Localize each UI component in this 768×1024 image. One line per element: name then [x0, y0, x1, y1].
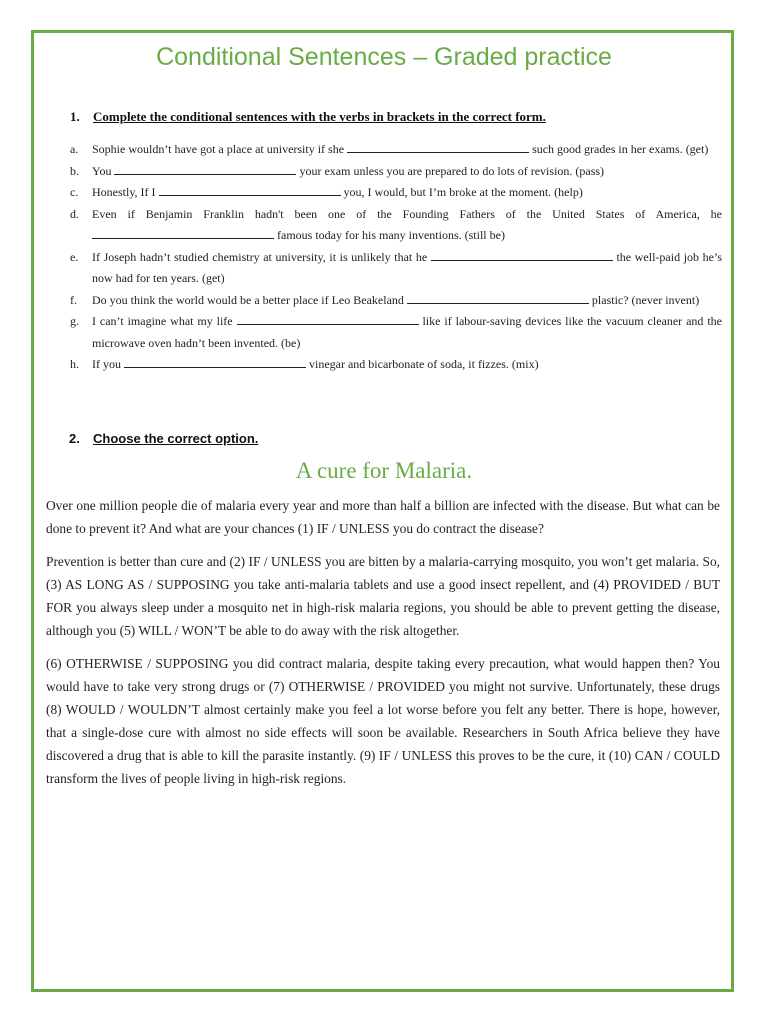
item-text-after: you, I would, but I’m broke at the moment. (help)	[340, 185, 583, 199]
item-text-after: plastic? (never invent)	[588, 292, 700, 307]
item-letter: a.	[70, 142, 79, 156]
list-item	[70, 139, 722, 161]
item-letter: e.	[70, 249, 79, 264]
item-text-before: I can’t imagine what my life	[92, 314, 237, 328]
answer-blank[interactable]	[159, 183, 341, 196]
item-letter: b.	[70, 163, 79, 178]
list-item	[70, 204, 722, 247]
item-text-after: your exam unless you are prepared to do lots of revision. (pass)	[296, 163, 605, 178]
answer-blank[interactable]	[114, 162, 296, 175]
page-title: Conditional Sentences – Graded practice	[156, 43, 612, 71]
item-text-before: Do you think the world would be a better place if Leo Beakeland	[92, 292, 407, 307]
item-text-before: If you	[92, 357, 124, 371]
item-text-before: You	[92, 163, 115, 178]
section2-heading: Choose the correct option.	[93, 431, 259, 446]
item-text-after: like if labour-saving devices like the vacuum cleaner and the microwave oven hadn’t been invented. (be)	[92, 314, 722, 350]
item-letter: h.	[70, 357, 79, 371]
item-text-after: the well-paid job he’s now had for ten years. (get)	[92, 249, 723, 285]
story-title: A cure for Malaria.	[295, 458, 473, 483]
story-paragraph: (6) OTHERWISE / SUPPOSING you did contract malaria, despite taking every precaution, what would happen then? You would have to take very strong drugs or (7) OTHERWISE / PROVIDED you might not survive. Unfortunately, these drugs (8) WOULD / WOULDN’T almost certainly make you feel a lot worse before you felt any better. There is hope, however, that a single-dose cure with almost no side effects will soon be available. Researchers in South Africa believe they have discovered a drug that is able to kill the parasite instantly. (9) IF / UNLESS this proves to be the cure, it (10) CAN / COULD transform the lives of people living in high-risk regions.	[46, 656, 720, 786]
item-letter: f.	[70, 292, 77, 307]
list-item	[70, 354, 722, 376]
section1-number: 1.	[70, 109, 80, 124]
answer-blank[interactable]	[347, 140, 529, 153]
story-paragraph: Over one million people die of malaria every year and more than half a billion are infected with the disease. But what can be done to prevent it? And what are your chances (1) IF / UNLESS you do contract the disease?	[46, 498, 720, 536]
item-text-after: vinegar and bicarbonate of soda, it fizzes. (mix)	[306, 357, 539, 371]
list-item	[70, 311, 722, 354]
list-item	[70, 161, 722, 183]
item-letter: c.	[70, 185, 79, 199]
list-item	[70, 182, 722, 204]
item-text-before: If Joseph hadn’t studied chemistry at university, it is unlikely that he	[92, 249, 431, 264]
exercise-list	[70, 139, 722, 376]
item-text-after: famous today for his many inventions. (still be)	[274, 228, 505, 242]
story-paragraph: Prevention is better than cure and (2) IF / UNLESS you are bitten by a malaria-carrying mosquito, you won’t get malaria. So, (3) AS LONG AS / SUPPOSING you take anti-malaria tablets and use a good insect repellent, and (4) PROVIDED / BUT FOR you always sleep under a mosquito net in high-risk malaria regions, you should be able to prevent getting the disease, although you (5) WILL / WON’T be able to do away with the risk altogether.	[46, 554, 720, 638]
item-letter: d.	[70, 206, 79, 221]
item-text-after: such good grades in her exams. (get)	[529, 142, 709, 156]
answer-blank[interactable]	[407, 291, 589, 304]
item-text-before: Honestly, If I	[92, 185, 159, 199]
answer-blank[interactable]	[431, 248, 613, 261]
section1-heading: Complete the conditional sentences with the verbs in brackets in the correct form.	[93, 109, 546, 124]
list-item	[70, 247, 722, 290]
item-text-before: Sophie wouldn’t have got a place at university if she	[92, 142, 348, 156]
section2-number: 2.	[69, 431, 80, 446]
item-text-before: Even if Benjamin Franklin hadn't been one of the Founding Fathers of the United States of America, he	[92, 206, 722, 221]
story-text	[46, 494, 720, 800]
answer-blank[interactable]	[124, 355, 306, 368]
answer-blank[interactable]	[92, 226, 274, 239]
answer-blank[interactable]	[237, 312, 419, 325]
list-item	[70, 290, 722, 312]
item-letter: g.	[70, 314, 79, 328]
